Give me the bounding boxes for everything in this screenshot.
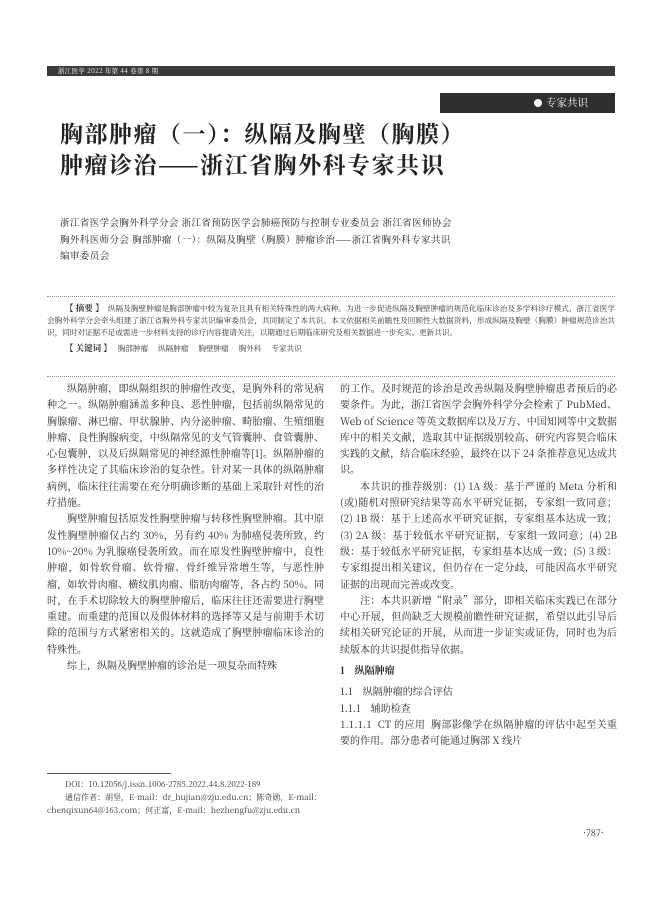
abstract-divider <box>47 376 615 377</box>
journal-issue-line: 浙江医学 2022 年第 44 卷第 8 期 <box>58 66 159 75</box>
bullet-dot-icon <box>534 99 542 107</box>
subsubsection-heading: 1.1.1 辅助检查 <box>340 699 411 715</box>
keywords-label: 【 关键词 】 <box>65 341 112 354</box>
heading-title: CT 的应用 <box>377 715 426 731</box>
abstract-text: 纵隔及胸壁肿瘤是胸部肿瘤中较为复杂且具有相关特殊性的两大病种。为进一步促进纵隔及胸壁肿瘤的规范化临床诊治及多学科诊疗模式，浙江省医学会胸外科学分会牵头组建了浙江省胸外科专家共识编审委员会，共同制定了本共识。本文依据相关前瞻性及回顾性大数据资料，形成纵隔及胸壁（胸膜）肿瘤规范诊治共识，同时对证据不足或需进一步材料支持的诊疗内容提请关注，以期通过后期临床研究及相关数据进一步充实、更新共识。 <box>47 303 615 339</box>
keyword: 胸外科 <box>238 342 262 354</box>
section-label: 专家共识 <box>546 95 588 110</box>
body-paragraph: 纵隔肿瘤，即纵隔组织的肿瘤性改变，是胸外科的常见病种之一。纵隔肿瘤涵盖多种良、恶性肿瘤，包括前纵隔常见的胸腺瘤、淋巴瘤、甲状腺肿、内分泌肿瘤、畸胎瘤、生殖细胞肿瘤、良性胸腺病变，中纵隔常见的支气管囊肿、食管囊肿、心包囊肿，以及后纵隔常见的神经源性肿瘤等[1]。纵隔肿瘤的多样性决定了其临床诊治的复杂性。针对某一具体的纵隔肿瘤病例，临床往往需要在充分明确诊断的基础上采取针对性的治疗措施。 <box>47 380 324 510</box>
paragraph-heading <box>340 716 617 749</box>
abstract-section <box>47 296 615 355</box>
body-paragraph: 综上，纵隔及胸壁肿瘤的诊治是一项复杂而特殊 <box>67 657 277 673</box>
body-paragraph: 本共识的推荐级别：(1) 1A 级：基于严谨的 Meta 分析和(或)随机对照研究结果等高水平研究证据，专家组一致同意；(2) 1B 级：基于上述高水平研究证据，专家组基本达成一致；(3) 2A 级：基于较低水平研究证据，专家组一致同意；(4) 2B 级：基于较低水平研究证据，专家组基本达成一致；(5) 3 级：专家组提出相关建议，但仍存在一定分歧，可能因高水平研究证据的出现而完善或改变。 <box>340 477 617 591</box>
body-paragraph: 胸壁肿瘤包括原发性胸壁肿瘤与转移性胸壁肿瘤。其中原发性胸壁肿瘤仅占约 30%，另有约 40% 为肺癌侵袭所致，约 10%~20% 为乳腺癌侵袭所致。而在原发性胸壁肿瘤中，良性肿瘤，如骨软骨瘤、软骨瘤、骨纤维异常增生等，与恶性肿瘤，如软骨肉瘤、横纹肌肉瘤、脂肪肉瘤等，各占约 50%。同时，在手术切除较大的胸壁肿瘤后，临床往往还需要进行胸壁重建。而重建的范围以及假体材料的选择等又是与前期手术切除的范围与方式紧密相关的。这就造成了胸壁肿瘤临床诊治的特殊性。 <box>47 510 324 656</box>
section-heading: 1 纵隔肿瘤 <box>340 662 395 678</box>
article-authors: 浙江省医学会胸外科学分会 浙江省预防医学会肺癌预防与控制专业委员会 浙江省医师协会胸外科医师分会 胸部肿瘤（一）：纵隔及胸壁（胸膜）肿瘤诊治——浙江省胸外科专家共识编审委员会 <box>60 215 452 262</box>
keyword: 胸部肿瘤 <box>117 342 149 354</box>
corresponding-label: 通信作者： <box>65 792 105 803</box>
body-column-left <box>47 380 324 673</box>
keyword: 纵隔肿瘤 <box>158 342 189 354</box>
article-title: 胸部肿瘤（一）：纵隔及胸壁（胸膜）肿瘤诊治——浙江省胸外科专家共识 <box>60 116 454 180</box>
doi: DOI：10.12056/j.issn.1006-2785.2022.44.8.2022-189 <box>65 779 261 790</box>
section-badge <box>440 93 615 113</box>
footnote <box>47 778 324 817</box>
abstract-paragraph <box>47 302 615 340</box>
body-paragraph: 的工作。及时规范的诊治是改善纵隔及胸壁肿瘤患者预后的必要条件。为此，浙江省医学会胸外科学分会检索了 PubMed、Web of Science 等英文数据库以及万方、中国知网等中文数据库中的相关文献，选取其中证据级别较高、研究内容契合临床实践的文献，结合临床经验，最终在以下 24 条推荐意见达成共识。 <box>340 380 617 477</box>
subsection-heading: 1.1 纵隔肿瘤的综合评估 <box>340 683 453 699</box>
keyword: 专家共识 <box>271 342 302 354</box>
page-number: ·787· <box>583 826 604 839</box>
body-column-right <box>340 380 617 749</box>
keyword: 胸壁肿瘤 <box>198 342 229 354</box>
body-paragraph: 注：本共识新增“附录”部分，即相关临床实践已在部分中心开展，但尚缺乏大规模前瞻性研究证据，希望以此引导后续相关研究论证的开展，从而进一步证实或证伪，同时也为后续版本的共识提供指导依据。 <box>340 591 617 656</box>
heading-text: 胸部影像学在纵隔肿瘤的评估中起至关重要的作用。部分患者可能通过胸部 X 线片 <box>340 715 618 748</box>
heading-number: 1.1.1.1 <box>340 715 372 731</box>
abstract-label: 【 摘要 】 <box>65 302 104 314</box>
footnote-rule <box>47 773 171 774</box>
corresponding-text: 胡坚，E-mail：dr_hujian@zju.edu.cn；陈奇勋，E-mail：chenqixun64@163.com；何正富，E-mail：hezhengfu@zju.edu.cn <box>47 792 322 816</box>
keywords-line <box>47 342 615 355</box>
